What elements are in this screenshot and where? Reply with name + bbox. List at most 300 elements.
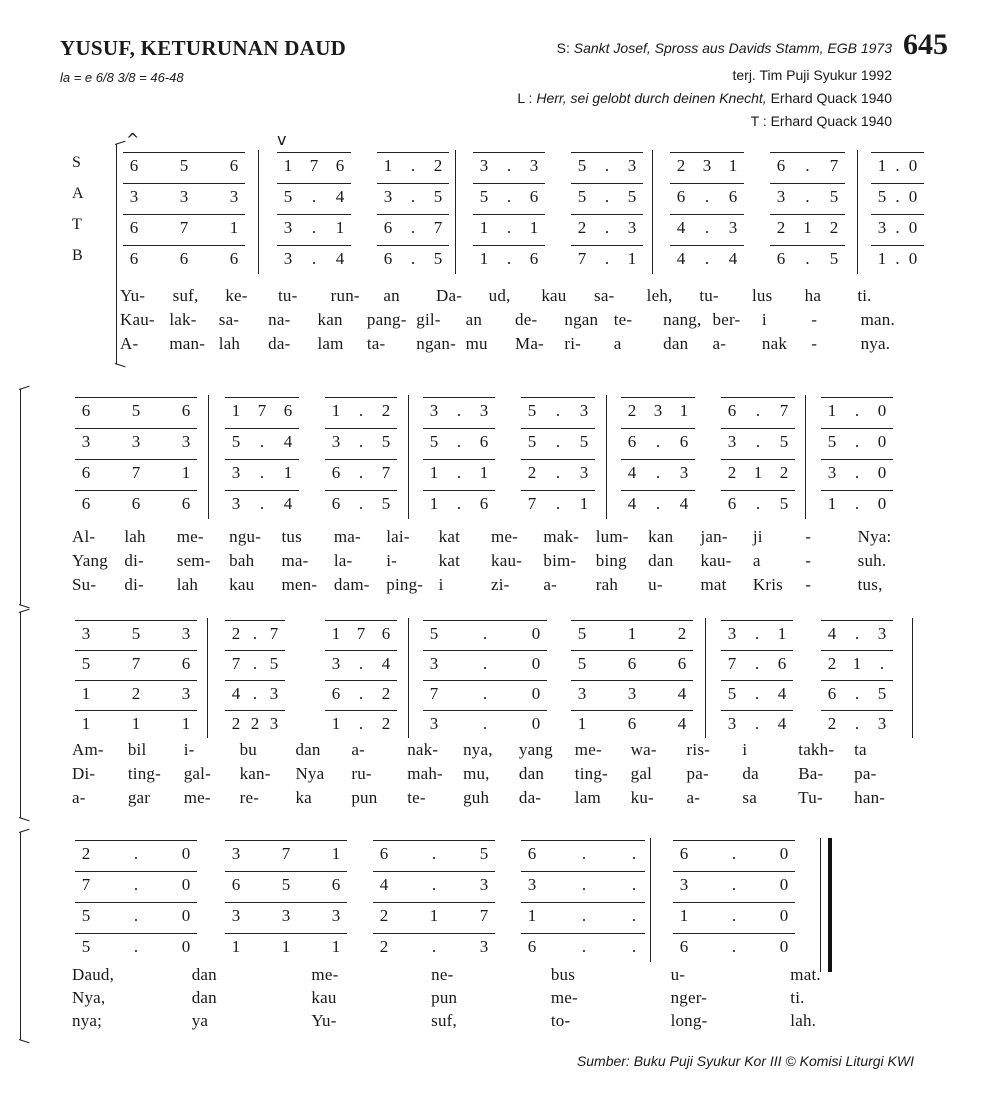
note-numeral: 4 [379,875,389,894]
lyric-syllable: dam- [333,575,370,594]
note-numeral: 6 [381,624,391,643]
note-numeral: 6 [479,494,489,513]
beam-line [670,245,744,246]
dot-mark: . [431,844,437,863]
dot-mark: . [482,654,488,673]
note-numeral: 7 [309,156,319,175]
note-numeral: 4 [728,249,738,268]
beam-line [277,214,351,215]
lyric-syllable: lak- [169,310,197,329]
note-numeral: 3 [331,432,341,451]
lyric-syllable: kau [229,575,255,594]
beam-line [225,459,299,460]
note-numeral: 1 [527,906,537,925]
note-numeral: 1 [627,624,637,643]
beam-line [225,620,285,621]
lyric-syllable: a- [712,334,727,353]
lyric-syllable: Yu- [311,1011,337,1030]
note-numeral: 4 [777,714,787,733]
bar-line [408,618,409,738]
beam-line [821,397,893,398]
lyric-syllable: men- [281,575,318,594]
note-numeral: 5 [577,156,587,175]
dot-mark: . [358,654,364,673]
dot-mark: . [311,187,317,206]
note-numeral: 6 [335,156,345,175]
beam-line [571,152,643,153]
note-numeral: 7 [779,401,789,420]
beam-line [373,902,495,903]
note-numeral: 3 [727,432,737,451]
beam-line [75,620,197,621]
note-numeral: 4 [283,494,293,513]
note-numeral: 1 [679,906,689,925]
lyric-syllable: te- [407,788,426,807]
note-numeral: 5 [877,187,887,206]
note-numeral: 7 [429,684,439,703]
note-numeral: 6 [679,937,689,956]
lyric-syllable: dan [295,740,321,759]
beam-line [721,710,793,711]
beam-line [473,214,545,215]
melody-label: L : [517,90,533,106]
note-numeral: 7 [269,624,279,643]
beam-line [821,459,893,460]
dot-mark: . [854,684,860,703]
note-numeral: 6 [679,432,689,451]
note-numeral: 2 [381,684,391,703]
beam-line [721,490,795,491]
beam-line [225,680,285,681]
lyric-syllable: - [805,575,812,594]
beam-line [325,710,397,711]
note-numeral: 6 [529,187,539,206]
note-numeral: 7 [479,906,489,925]
lyric-syllable: re- [239,788,260,807]
note-numeral: 6 [331,463,341,482]
note-numeral: 6 [231,875,241,894]
beam-line [325,397,397,398]
beam-line [325,490,397,491]
note-numeral: 6 [527,937,537,956]
beam-line [670,152,744,153]
lyric-syllable: Yang [72,551,108,570]
bar-line [455,150,456,274]
dot-mark: . [410,187,416,206]
note-numeral: 1 [777,624,787,643]
note-numeral: 6 [283,401,293,420]
lyric-syllable: suf, [431,1011,457,1030]
note-numeral: 3 [877,218,887,237]
lyric-syllable: gar [127,788,151,807]
note-numeral: 1 [331,714,341,733]
dot-mark: . [431,937,437,956]
note-numeral: 5 [479,844,489,863]
note-numeral: 2 [379,937,389,956]
dot-mark: . [731,906,737,925]
beam-line [571,183,643,184]
note-numeral: 4 [679,494,689,513]
dot-mark: . [805,187,810,206]
note-numeral: 5 [131,401,141,420]
beam-line [377,245,449,246]
note-numeral: 2 [81,844,91,863]
dot-mark: . [631,906,637,925]
note-numeral: 0 [908,187,918,206]
beam-line [75,459,197,460]
lyric-syllable: takh- [798,740,835,759]
dot-mark: . [133,875,139,894]
beam-line [423,710,547,711]
lyric-syllable: Ma- [515,334,544,353]
beam-line [423,459,495,460]
note-numeral: 7 [257,401,267,420]
lyric-syllable: me- [176,527,204,546]
source-label: S: [556,40,570,56]
note-numeral: 5 [479,187,489,206]
lyric-syllable: dan [518,764,545,783]
lyric-syllable: rah [595,575,619,594]
beam-line [423,620,547,621]
beam-line [871,214,924,215]
note-numeral: 7 [433,218,443,237]
bar-line [650,838,651,962]
note-numeral: 1 [331,937,341,956]
beam-line [373,933,495,934]
lyric-syllable: sem- [176,551,211,570]
lyric-syllable: ti. [790,988,805,1007]
beam-line [123,214,245,215]
lyric-syllable: to- [550,1011,571,1030]
melody-author: Erhard Quack 1940 [770,90,892,106]
lyric-syllable: la- [333,551,353,570]
note-numeral: 3 [283,218,293,237]
note-numeral: 5 [577,624,587,643]
note-numeral: 1 [579,494,589,513]
dot-mark: . [895,187,900,206]
beam-line [325,650,397,651]
lyric-syllable: run- [330,286,360,305]
beam-line [521,902,645,903]
dot-mark: . [555,401,561,420]
lyric-syllable: pa- [686,764,709,783]
note-numeral: 6 [331,494,341,513]
note-numeral: 7 [179,218,189,237]
dot-mark: . [655,432,661,451]
note-numeral: 0 [908,156,918,175]
note-numeral: 6 [776,249,786,268]
dot-mark: . [506,187,512,206]
dot-mark: . [805,249,810,268]
lyric-syllable: Di- [72,764,96,783]
dot-mark: . [604,249,610,268]
note-numeral: 0 [531,654,541,673]
lyric-syllable: an [383,286,400,305]
beam-line [225,490,299,491]
note-numeral: 3 [81,432,91,451]
voice-label-t: T [72,216,82,233]
lyric-syllable: ngan- [416,334,456,353]
bar-line [606,395,607,519]
dot-mark: . [311,249,317,268]
beam-line [277,245,351,246]
beam-line [521,933,645,934]
note-numeral: 6 [776,156,786,175]
note-numeral: 6 [627,432,637,451]
note-numeral: 6 [81,463,91,482]
lyric-syllable: ting- [574,764,608,783]
system-brace [20,832,21,1040]
dot-mark: . [259,494,265,513]
lyric-syllable: Tu- [798,788,823,807]
dot-mark: . [358,494,364,513]
lyric-syllable: mat. [790,965,821,984]
note-numeral: 5 [81,906,91,925]
source-credit [557,40,892,56]
end-barline [912,618,913,738]
beam-line [75,650,197,651]
beam-line [721,680,793,681]
dot-mark: . [358,714,364,733]
dot-mark: . [482,714,488,733]
note-numeral: 1 [81,714,91,733]
note-numeral: 2 [381,714,391,733]
voice-label-b: B [72,247,83,264]
dot-mark: . [581,906,587,925]
lyric-syllable: ud, [488,286,511,305]
lyric-syllable: zi- [491,575,510,594]
note-numeral: 0 [877,432,887,451]
note-numeral: 6 [827,684,837,703]
lyric-syllable: ri- [564,334,582,353]
beam-line [75,840,197,841]
dot-mark: . [506,249,512,268]
dot-mark: . [410,156,416,175]
note-numeral: 6 [479,432,489,451]
note-numeral: 1 [331,401,341,420]
beam-line [75,428,197,429]
beam-line [621,397,695,398]
note-numeral: 3 [579,401,589,420]
beam-line [670,214,744,215]
lyric-syllable: nya. [860,334,891,353]
lyric-syllable: nak [761,334,788,353]
dot-mark: . [506,218,512,237]
note-numeral: 0 [908,249,918,268]
lyric-syllable: suf, [172,286,199,305]
dot-mark: . [854,463,860,482]
note-numeral: 5 [627,187,637,206]
dot-mark: . [754,624,760,643]
dot-mark: . [133,906,139,925]
note-numeral: 7 [577,249,587,268]
dot-mark: . [555,432,561,451]
note-numeral: 6 [229,249,239,268]
beam-line [521,840,645,841]
beam-line [325,680,397,681]
lyric-syllable: ngan [564,310,599,329]
note-numeral: 5 [433,187,443,206]
note-numeral: 1 [283,156,293,175]
beam-line [521,397,595,398]
note-numeral: 1 [429,906,439,925]
beam-line [770,152,845,153]
dot-mark: . [604,218,610,237]
note-numeral: 5 [429,432,439,451]
note-numeral: 4 [381,654,391,673]
note-numeral: 1 [877,156,887,175]
note-numeral: 1 [383,156,393,175]
lyric-syllable: tu- [278,286,298,305]
lyric-syllable: ris- [686,740,710,759]
beam-line [670,183,744,184]
beam-line [871,245,924,246]
melody-credit [517,90,892,106]
note-numeral: 6 [676,187,686,206]
lyric-syllable: - [805,527,812,546]
note-numeral: 6 [81,401,91,420]
lyric-syllable: ji [752,527,763,546]
lyric-syllable: nang, [663,310,702,329]
lyric-syllable: da- [518,788,542,807]
note-numeral: 5 [829,187,839,206]
lyric-syllable: dan [648,551,674,570]
lyric-syllable: Nya [295,764,325,783]
beam-line [521,490,595,491]
beam-line [721,397,795,398]
note-numeral: 5 [381,494,391,513]
note-numeral: 6 [627,654,637,673]
note-numeral: 4 [231,684,241,703]
melody-title: Herr, sei gelobt durch deinen Knecht, [536,90,767,106]
note-numeral: 5 [577,187,587,206]
beam-line [225,933,347,934]
lyric-syllable: me- [183,788,211,807]
note-numeral: 1 [181,463,191,482]
lyric-syllable: ta- [366,334,386,353]
note-numeral: 7 [727,654,737,673]
lyric-syllable: dan [663,334,689,353]
dot-mark: . [358,684,364,703]
beam-line [225,428,299,429]
dot-mark: . [555,463,561,482]
lyric-syllable: na- [268,310,291,329]
lyric-syllable: i- [386,551,398,570]
lyric-syllable: mu [465,334,488,353]
dot-mark: . [259,432,265,451]
lyric-syllable: kat [438,527,460,546]
beam-line [377,152,449,153]
bar-line [805,395,806,519]
lyric-syllable: Nya, [72,988,106,1007]
note-numeral: 5 [283,187,293,206]
note-numeral: 3 [877,714,887,733]
note-numeral: 4 [335,187,345,206]
bar-line [857,150,858,274]
lyric-syllable: da- [268,334,291,353]
note-numeral: 0 [779,906,789,925]
beam-line [123,183,245,184]
lyric-syllable: han- [854,788,886,807]
dot-mark: . [604,187,610,206]
lyric-syllable: kau- [700,551,732,570]
note-numeral: 1 [753,463,763,482]
beam-line [721,650,793,651]
lyric-syllable: lai- [386,527,410,546]
harmony-credit: T : Erhard Quack 1940 [750,113,892,129]
dot-mark: . [431,875,437,894]
beam-line [423,428,495,429]
note-numeral: 4 [777,684,787,703]
note-numeral: 6 [331,684,341,703]
note-numeral: 4 [676,218,686,237]
lyric-syllable: i [438,575,444,594]
dot-mark: . [805,156,810,175]
lyric-syllable: dan [191,965,217,984]
beam-line [721,459,795,460]
accent-mark: ^ [126,130,140,149]
note-numeral: 6 [679,844,689,863]
lyric-syllable: ping- [386,575,424,594]
lyric-syllable: bil [127,740,147,759]
lyric-syllable: a [613,334,622,353]
lyric-syllable: sa- [218,310,240,329]
beam-line [225,902,347,903]
lyric-syllable: bing [595,551,627,570]
dot-mark: . [482,684,488,703]
beam-line [521,871,645,872]
note-numeral: 1 [803,218,812,237]
note-numeral: 5 [577,654,587,673]
beam-line [821,710,893,711]
bar-line [258,150,259,274]
beam-line [871,152,924,153]
note-numeral: 2 [250,714,260,733]
note-numeral: 6 [527,844,537,863]
tempo-marking: la = e 6/8 3/8 = 46-48 [60,70,184,85]
beam-line [571,650,693,651]
lyric-syllable: me- [574,740,602,759]
note-numeral: 3 [679,875,689,894]
beam-line [821,650,893,651]
dot-mark: . [754,714,760,733]
note-numeral: 1 [283,463,293,482]
note-numeral: 6 [129,156,139,175]
dot-mark: . [259,463,265,482]
voice-label-a: A [72,185,84,202]
note-numeral: 7 [231,654,241,673]
accent-mark: v [277,130,287,149]
note-numeral: 2 [676,156,686,175]
lyric-syllable: de- [515,310,538,329]
beam-line [821,620,893,621]
note-numeral: 3 [231,463,241,482]
lyric-syllable: Kris [752,575,783,594]
lyric-syllable: sa- [594,286,615,305]
lyric-syllable: ke- [225,286,248,305]
note-numeral: 5 [779,494,789,513]
note-numeral: 1 [181,714,191,733]
lyric-syllable: - [811,310,818,329]
beam-line [325,428,397,429]
beam-line [721,428,795,429]
note-numeral: 3 [627,684,637,703]
beam-line [521,459,595,460]
lyric-syllable: ti. [857,286,872,305]
note-numeral: 3 [269,684,279,703]
note-numeral: 0 [531,714,541,733]
dot-mark: . [631,844,637,863]
